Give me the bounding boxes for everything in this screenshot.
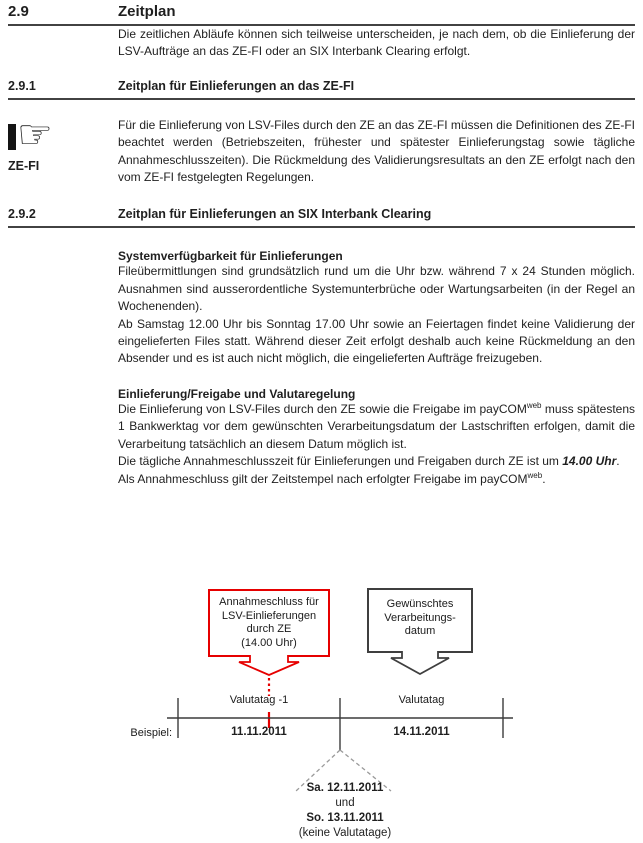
ze-fi-margin-note xyxy=(8,112,112,173)
section-2-9-1-paragraph: Für die Einlieferung von LSV-Files durch den ZE an das ZE-FI müssen die Definitionen des ZE-FI beachtet werden (Betriebszeiten, frühester und spätester Einlieferungstag sowie tägliche Annahmeschlusszeiten). Die Rückmeldung des Validierungsresultats an den ZE erfolgt nach den vom ZE-FI festgelegten Regelungen. xyxy=(118,117,635,185)
section-title: Zeitplan für Einlieferungen an das ZE-FI xyxy=(118,78,355,93)
weekend-note-line: So. 13.11.2011 xyxy=(306,812,384,824)
paragraph-text-part: . xyxy=(542,471,546,486)
weekend-note-line: (keine Valutatage) xyxy=(298,827,392,839)
valutatag-minus1-label: Valutatag -1 xyxy=(229,694,289,706)
weekend-note-line: Sa. 12.11.2011 xyxy=(306,782,384,794)
valuta-timeline-diagram xyxy=(0,585,643,843)
marker-bar-icon xyxy=(8,124,16,150)
paragraph-text-part: muss spätestens 1 Bankwerktag vor dem gewünschten Verarbeitungsdatum der Lastschriften erfolgen, damit die Verarbeitung tatsächlich an diesem Datum möglich ist. xyxy=(118,401,636,451)
section-2-9-heading xyxy=(8,0,635,26)
paragraph-text-part: Die tägliche Annahmeschlusszeit für Einlieferungen und Freigaben durch ZE ist um xyxy=(118,454,563,469)
date-left: 11.11.2011 xyxy=(231,726,287,738)
valuta-paragraph-3 xyxy=(118,471,635,488)
example-label: Beispiel: xyxy=(130,727,172,739)
paragraph-text-part: Als Annahmeschluss gilt der Zeitstempel nach erfolgter Freigabe im payCOM xyxy=(118,471,528,486)
cutoff-box-line: durch ZE xyxy=(246,623,292,635)
section-number: 2.9.2 xyxy=(8,207,36,222)
processing-box-line: Gewünschtes xyxy=(386,598,454,610)
processing-box-line: datum xyxy=(404,625,436,637)
weekend-note xyxy=(245,781,445,841)
red-down-arrow-icon xyxy=(239,655,299,675)
cutoff-box-line: (14.00 Uhr) xyxy=(241,636,297,649)
valuta-paragraph-2 xyxy=(118,453,635,470)
ze-fi-label: ZE-FI xyxy=(8,158,40,173)
section-number: 2.9.1 xyxy=(8,78,36,93)
date-right: 14.11.2011 xyxy=(393,726,450,738)
section-2-9-1-content xyxy=(8,112,635,187)
paragraph-text-part: . xyxy=(616,454,620,469)
section-number: 2.9 xyxy=(8,3,29,20)
valuta-paragraph-1 xyxy=(118,401,635,453)
cutoff-box-line: LSV-Einlieferungen xyxy=(221,609,317,622)
section-2-9-1-heading xyxy=(8,77,635,100)
cutoff-time-emphasis: 14.00 Uhr xyxy=(562,454,617,469)
paycom-web-superscript: web xyxy=(527,470,543,480)
section-title: Zeitplan für Einlieferungen an SIX Interbank Clearing xyxy=(118,207,432,222)
paragraph-text-part: Die Einlieferung von LSV-Files durch den ZE sowie die Freigabe im payCOM xyxy=(118,401,527,416)
processing-box-line: Verarbeitungs- xyxy=(384,611,456,624)
availability-paragraph-1: Fileübermittlungen sind grundsätzlich rund um die Uhr bzw. während 7 x 24 Stunden möglich. Ausnahmen sind ausserordentliche Systemunterbrüche oder Wartungsarbeiten (in der Regel an Wochenenden). xyxy=(118,264,635,314)
valuta-heading: Einlieferung/Freigabe und Valutaregelung xyxy=(118,386,356,401)
availability-heading: Systemverfügbarkeit für Einlieferungen xyxy=(118,249,343,264)
intro-paragraph: Die zeitlichen Abläufe können sich teilweise unterscheiden, je nach dem, ob die Einlieferung der LSV-Aufträge an das ZE-FI oder an SIX Interbank Clearing erfolgt. xyxy=(118,27,635,59)
availability-paragraph-2: Ab Samstag 12.00 Uhr bis Sonntag 17.00 Uhr sowie an Feiertagen findet keine Validierung der eingelieferten Files statt. Während dieser Zeit erfolgt deshalb auch keine Rückmeldung an den Absender und es ist auch nicht möglich, die eingelieferten Aufträge freizugeben. xyxy=(118,316,635,366)
weekend-note-line: und xyxy=(335,797,355,809)
gray-down-arrow-icon xyxy=(391,651,449,674)
page-title: Zeitplan xyxy=(118,3,176,20)
cutoff-box-line: Annahmeschluss für xyxy=(219,596,319,608)
valutatag-label: Valutatag xyxy=(398,694,445,706)
paycom-web-superscript: web xyxy=(526,400,542,410)
pointing-hand-marker xyxy=(8,112,112,157)
pointing-hand-icon: ☞ xyxy=(17,112,53,157)
section-2-9-2-heading xyxy=(8,205,635,228)
